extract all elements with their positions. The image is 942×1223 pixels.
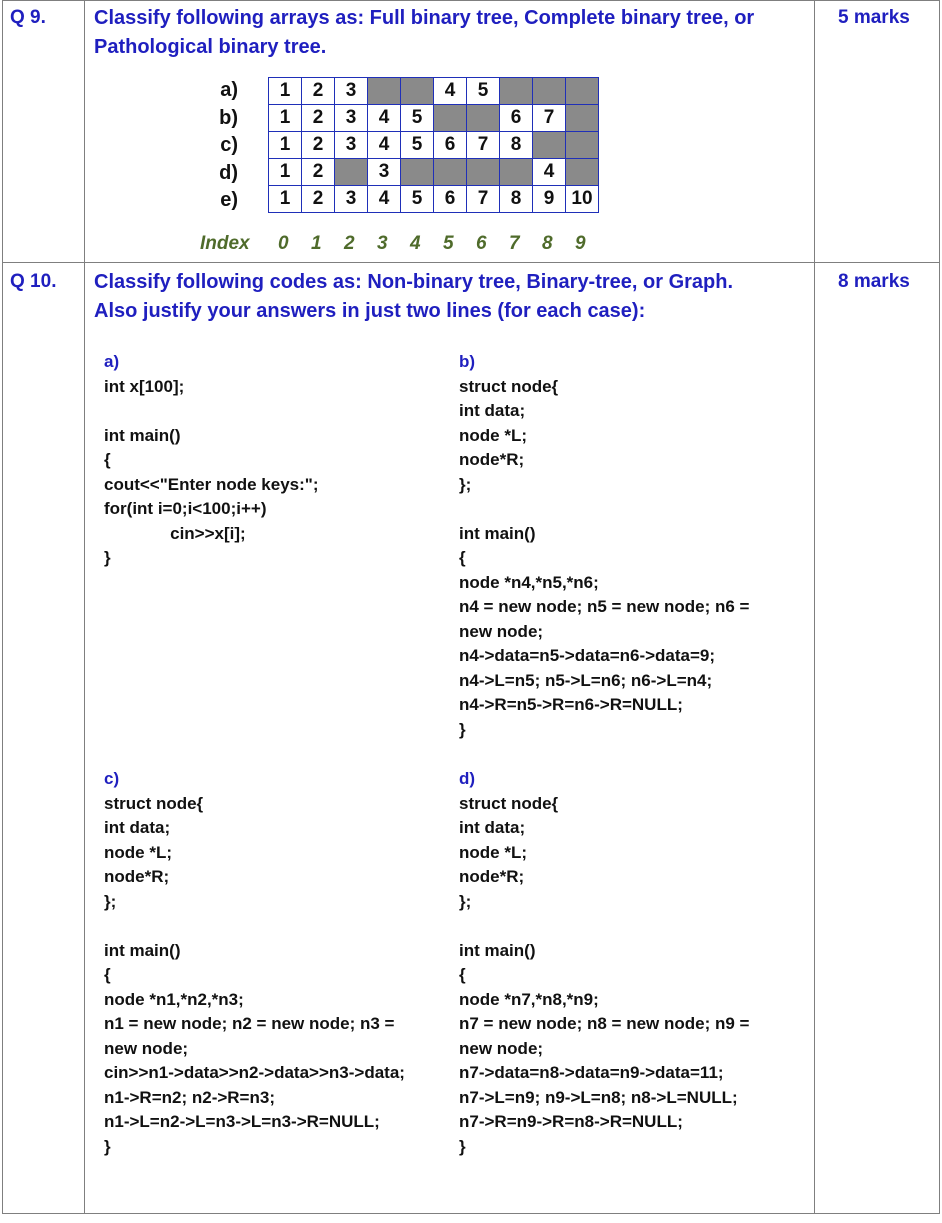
array-row-label: d) xyxy=(219,161,238,184)
array-row xyxy=(269,186,599,213)
array-cell: 7 xyxy=(533,105,566,132)
code-b-body: struct node{ int data; node *L; node*R; }; int main() { node *n4,*n5,*n6; n4 = new node; n5 = new node; n6 = new node; n4->data=n5->data=n6->data=9; n4->L=n5; n5->L=n6; n6->L=n4; n4->R=n5->R=n6->R=NULL; } xyxy=(459,376,750,739)
array-cell xyxy=(434,159,467,186)
index-label: Index xyxy=(200,233,250,254)
column-divider-right xyxy=(814,0,815,1214)
array-cell xyxy=(401,159,434,186)
array-cell xyxy=(368,78,401,105)
array-cell xyxy=(500,159,533,186)
array-cell: 8 xyxy=(500,132,533,159)
array-cell: 5 xyxy=(401,186,434,213)
array-row-label: a) xyxy=(220,79,238,101)
array-row-label: b) xyxy=(219,106,238,129)
index-number: 9 xyxy=(575,233,586,254)
array-cell: 6 xyxy=(434,132,467,159)
index-number: 2 xyxy=(344,233,355,254)
array-cell xyxy=(533,132,566,159)
code-a-label: a) xyxy=(104,352,120,371)
array-cell xyxy=(533,78,566,105)
q9-question-text xyxy=(94,4,754,62)
array-cell xyxy=(566,159,599,186)
array-cell xyxy=(434,105,467,132)
array-cell xyxy=(566,105,599,132)
array-cell: 7 xyxy=(467,132,500,159)
array-cell: 4 xyxy=(368,105,401,132)
q10-text-line1: Classify following codes as: Non-binary tree, Binary-tree, or Graph. xyxy=(94,271,734,293)
row-divider xyxy=(2,262,940,263)
array-cell: 4 xyxy=(533,159,566,186)
array-row-label: c) xyxy=(220,134,238,156)
array-cell: 8 xyxy=(500,186,533,213)
array-cell xyxy=(500,78,533,105)
array-cell: 6 xyxy=(434,186,467,213)
index-number: 0 xyxy=(278,233,289,254)
array-cell: 3 xyxy=(335,132,368,159)
array-cell: 3 xyxy=(335,186,368,213)
array-cell: 2 xyxy=(302,105,335,132)
array-row xyxy=(269,105,599,132)
q10-text-line2: Also justify your answers in just two lines (for each case): xyxy=(94,300,646,322)
array-cell: 1 xyxy=(269,105,302,132)
q10-number: Q 10. xyxy=(10,271,57,292)
array-cell: 6 xyxy=(500,105,533,132)
array-cell: 3 xyxy=(335,105,368,132)
array-cell: 3 xyxy=(335,78,368,105)
array-cell: 5 xyxy=(401,132,434,159)
index-number: 3 xyxy=(377,233,388,254)
array-cell xyxy=(467,105,500,132)
array-cell: 9 xyxy=(533,186,566,213)
array-cell: 2 xyxy=(302,78,335,105)
array-cell: 1 xyxy=(269,159,302,186)
array-cell: 4 xyxy=(368,186,401,213)
index-number: 8 xyxy=(542,233,553,254)
code-b xyxy=(459,350,749,742)
index-number: 6 xyxy=(476,233,487,254)
array-cell: 1 xyxy=(269,186,302,213)
array-cell xyxy=(467,159,500,186)
array-cell: 4 xyxy=(368,132,401,159)
q9-marks: 5 marks xyxy=(838,7,910,28)
array-cell: 3 xyxy=(368,159,401,186)
array-cell xyxy=(566,78,599,105)
index-number: 7 xyxy=(509,233,520,254)
array-table xyxy=(268,77,599,213)
index-number: 1 xyxy=(311,233,322,254)
array-cell: 5 xyxy=(401,105,434,132)
code-c-body: struct node{ int data; node *L; node*R; }; int main() { node *n1,*n2,*n3; n1 = new node; n2 = new node; n3 = new node; cin>>n1->data>>n2->data>>n3->data; n1->R=n2; n2->R=n3; n1->L=n2->L=n3->L=n3->R=NULL; } xyxy=(104,793,405,1156)
array-cell: 1 xyxy=(269,132,302,159)
array-cell: 2 xyxy=(302,159,335,186)
array-cell: 1 xyxy=(269,78,302,105)
array-row xyxy=(269,132,599,159)
code-a xyxy=(104,350,319,571)
q10-question-text xyxy=(94,268,733,326)
array-cell: 7 xyxy=(467,186,500,213)
code-c xyxy=(104,767,405,1159)
array-cell xyxy=(335,159,368,186)
code-b-label: b) xyxy=(459,352,476,371)
array-cell: 2 xyxy=(302,132,335,159)
q10-marks: 8 marks xyxy=(838,271,910,292)
code-d xyxy=(459,767,749,1159)
code-d-label: d) xyxy=(459,769,476,788)
array-row xyxy=(269,159,599,186)
q9-text-line1: Classify following arrays as: Full binary tree, Complete binary tree, or xyxy=(94,7,755,29)
array-cell: 5 xyxy=(467,78,500,105)
array-cell: 4 xyxy=(434,78,467,105)
index-number: 5 xyxy=(443,233,454,254)
array-cell xyxy=(566,132,599,159)
q9-text-line2: Pathological binary tree. xyxy=(94,36,327,58)
array-cell xyxy=(401,78,434,105)
array-cell: 2 xyxy=(302,186,335,213)
array-row-label: e) xyxy=(220,189,238,211)
code-d-body: struct node{ int data; node *L; node*R; }; int main() { node *n7,*n8,*n9; n7 = new node; n8 = new node; n9 = new node; n7->data=n8->data=n9->data=11; n7->L=n9; n9->L=n8; n8->L=NULL; n7->R=n9->R=n8->R=NULL; } xyxy=(459,793,750,1156)
array-cell: 10 xyxy=(566,186,599,213)
q9-number: Q 9. xyxy=(10,7,46,28)
index-number: 4 xyxy=(410,233,421,254)
column-divider-left xyxy=(84,0,85,1214)
array-row xyxy=(269,78,599,105)
code-a-body: int x[100]; int main() { cout<<"Enter node keys:"; for(int i=0;i<100;i++) cin>>x[i]; } xyxy=(104,376,319,567)
code-c-label: c) xyxy=(104,769,120,788)
